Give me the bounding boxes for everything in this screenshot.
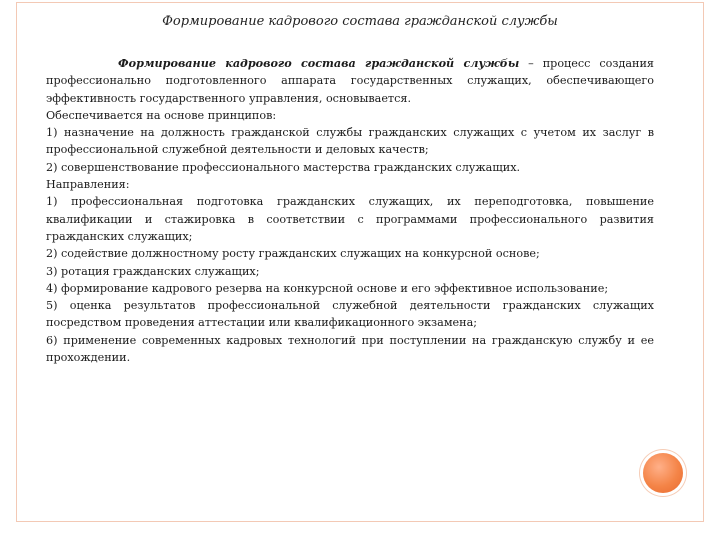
principle-item-2: 2) совершенствование профессионального мастерства гражданских служащих. <box>46 160 521 174</box>
direction-item-2: 2) содействие должностному росту гражданских служащих на конкурсной основе; <box>46 247 540 261</box>
directions-heading: Направления: <box>46 178 130 192</box>
direction-item-1: 1) профессиональная подготовка гражданских служащих, их переподготовка, повышение квалификации и стажировка в соответствии с программами профессионального развития гражданских служащих; <box>46 195 654 243</box>
lead-paragraph <box>46 55 654 107</box>
direction-item-4: 4) формирование кадрового резерва на конкурсной основе и его эффективное использование; <box>46 281 609 295</box>
slide-title: Формирование кадрового состава гражданской службы <box>162 14 558 29</box>
slide-body <box>46 55 654 366</box>
lead-term: Формирование кадрового состава гражданской службы <box>118 56 520 70</box>
principles-heading: Обеспечивается на основе принципов: <box>46 108 277 122</box>
lead-definition: – процесс создания профессионально подготовленного аппарата государственных служащих, обеспечивающего эффективность государственного управления, основывается. <box>46 57 654 105</box>
direction-item-3: 3) ротация гражданских служащих; <box>46 264 260 278</box>
decorative-circle-icon <box>643 453 683 493</box>
direction-item-6: 6) применение современных кадровых технологий при поступлении на гражданскую службу и ее прохождении. <box>46 333 654 365</box>
direction-item-5: 5) оценка результатов профессиональной служебной деятельности гражданских служащих посредством проведения аттестации или квалификационного экзамена; <box>46 299 654 330</box>
principle-item-1: 1) назначение на должность гражданской службы гражданских служащих с учетом их заслуг в профессиональной служебной деятельности и деловых качеств; <box>46 126 654 157</box>
